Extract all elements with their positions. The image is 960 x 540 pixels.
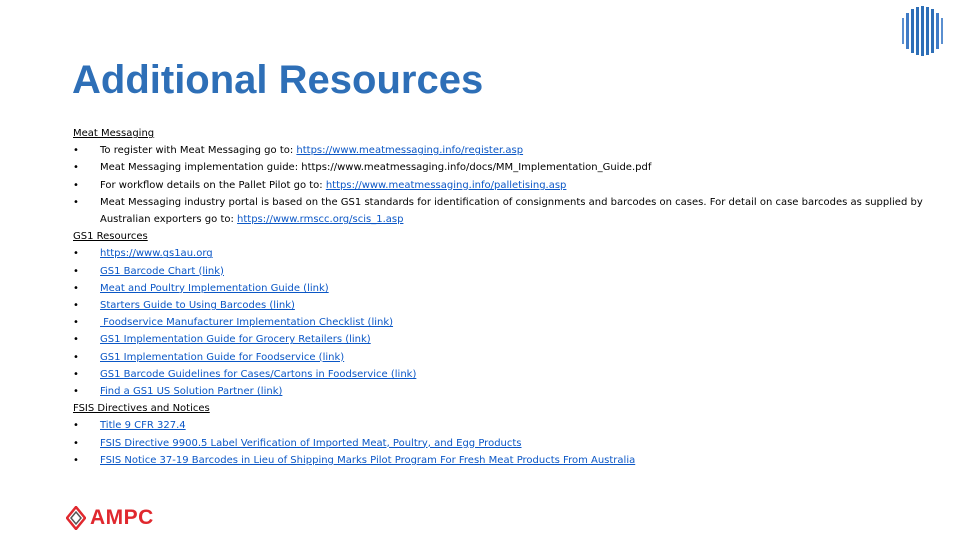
- gs1-link[interactable]: https://www.gs1au.org: [100, 248, 213, 260]
- bullet-icon: •: [73, 265, 79, 277]
- fsis-link[interactable]: FSIS Directive 9900.5 Label Verification of Imported Meat, Poultry, and Egg Products: [100, 437, 522, 449]
- section-heading-gs1-resources: GS1 Resources: [73, 231, 148, 243]
- list-item: [73, 417, 933, 434]
- bullet-icon: •: [73, 386, 79, 398]
- bullet-icon: •: [73, 179, 79, 191]
- list-item: [73, 366, 933, 383]
- bullet-icon: •: [73, 351, 79, 363]
- gs1-link[interactable]: Find a GS1 US Solution Partner (link): [100, 386, 283, 398]
- page-title: Additional Resources: [72, 58, 484, 102]
- bullet-icon: •: [73, 196, 79, 208]
- palletising-link[interactable]: https://www.meatmessaging.info/palletising.asp: [325, 179, 567, 191]
- bullet-icon: •: [73, 454, 79, 466]
- register-link[interactable]: https://www.meatmessaging.info/register.asp: [296, 145, 524, 157]
- list-item: [73, 435, 933, 452]
- bullet-icon: •: [73, 437, 79, 449]
- ampc-logo: [66, 503, 154, 533]
- fsis-link[interactable]: FSIS Notice 37-19 Barcodes in Lieu of Shipping Marks Pilot Program For Fresh Meat Products From Australia: [100, 454, 636, 466]
- list-item: [73, 314, 933, 331]
- list-item: [73, 245, 933, 262]
- bullet-icon: •: [73, 162, 79, 174]
- list-item: [73, 331, 933, 348]
- fsis-link[interactable]: Title 9 CFR 327.4: [100, 420, 186, 432]
- resource-list: [73, 125, 933, 469]
- list-item: [73, 280, 933, 297]
- section-heading-fsis: FSIS Directives and Notices: [73, 403, 210, 415]
- bullet-icon: •: [73, 145, 79, 157]
- striped-globe-icon: [900, 6, 946, 56]
- bullet-icon: •: [73, 420, 79, 432]
- gs1-link[interactable]: Foodservice Manufacturer Implementation Checklist (link): [100, 317, 394, 329]
- list-item: [73, 263, 933, 280]
- ampc-diamond-icon: [66, 506, 86, 530]
- list-item: [73, 452, 933, 469]
- bullet-icon: •: [73, 248, 79, 260]
- bullet-icon: •: [73, 317, 79, 329]
- bullet-icon: •: [73, 300, 79, 312]
- bullet-icon: •: [73, 334, 79, 346]
- gs1-link[interactable]: GS1 Implementation Guide for Foodservice (link): [100, 351, 345, 363]
- gs1-link[interactable]: GS1 Barcode Chart (link): [100, 265, 224, 277]
- list-item: • Meat Messaging industry portal is based on the GS1 standards for identification of consignments and barcodes on cases. For detail on case barcodes as supplied by Australian exporters go to: https://www.rmscc.org/scis_1.asp: [73, 194, 933, 228]
- list-item: • For workflow details on the Pallet Pilot go to: https://www.meatmessaging.info/palletising.asp: [73, 177, 933, 194]
- gs1-link[interactable]: GS1 Barcode Guidelines for Cases/Cartons in Foodservice (link): [100, 368, 417, 380]
- section-heading-meat-messaging: Meat Messaging: [73, 128, 155, 139]
- gs1-link[interactable]: Meat and Poultry Implementation Guide (link): [100, 282, 329, 294]
- rmscc-link[interactable]: https://www.rmscc.org/scis_1.asp: [237, 214, 404, 226]
- list-item: [73, 297, 933, 314]
- bullet-icon: •: [73, 282, 79, 294]
- list-item: • To register with Meat Messaging go to: https://www.meatmessaging.info/register.asp: [73, 142, 933, 159]
- list-item: [73, 349, 933, 366]
- ampc-wordmark: AMPC: [90, 506, 154, 529]
- bullet-icon: •: [73, 368, 79, 380]
- gs1-link[interactable]: GS1 Implementation Guide for Grocery Retailers (link): [100, 334, 371, 346]
- list-item: • Meat Messaging implementation guide: https://www.meatmessaging.info/docs/MM_Implementation_Guide.pdf: [73, 159, 933, 176]
- gs1-link[interactable]: Starters Guide to Using Barcodes (link): [100, 300, 295, 312]
- list-item: [73, 383, 933, 400]
